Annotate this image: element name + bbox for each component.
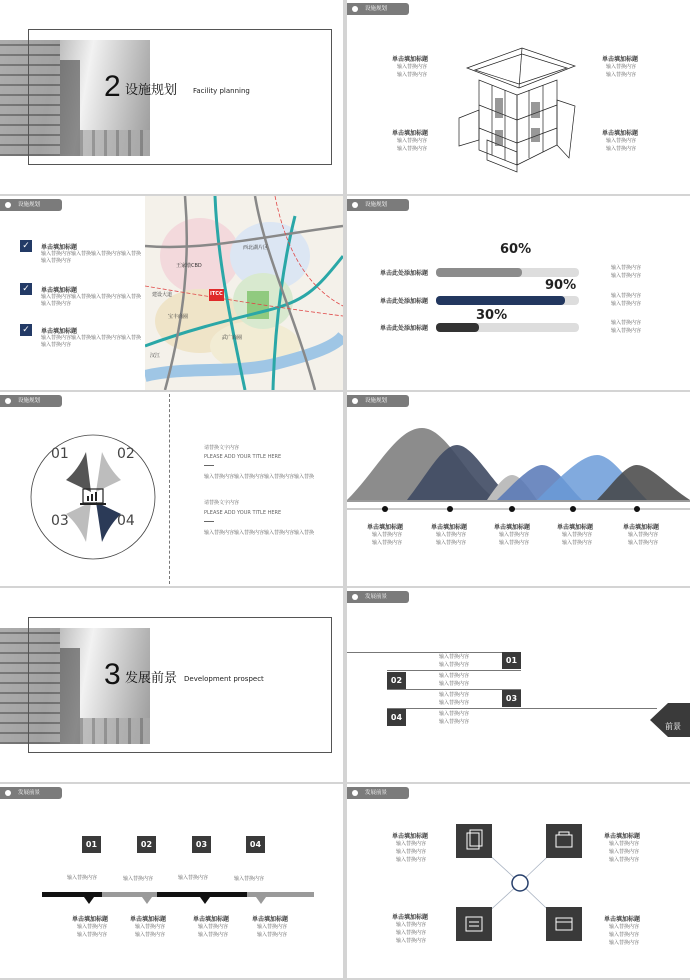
stair-num-1: 01	[502, 652, 521, 669]
stair-num-2: 02	[387, 672, 406, 689]
house-item-1-title: 单击填加标题	[392, 56, 429, 63]
checklist-map-slide[interactable]: 设施规划 ✓ 单击填加标题 输入替换内容输入替换输入替换内容输入替换输入替换内容 ✓ 单击填加标题 输入替换内容输入替换输入替换内容输入替换输入替换内容 ✓ 单击填加标题 输入替换内容输入替换输入替换内容输入替换输入替换内容 王家墩CBD 西北湖片区 ITCC 宝丰商圈 武广商圈 建设大道 汉江	[0, 196, 343, 390]
mountain-item-2-title: 单击填加标题	[431, 524, 468, 531]
slide-tag: 设施规划	[0, 199, 62, 211]
section-subtitle: Facility planning	[193, 87, 250, 95]
mountain-item-4-title: 单击填加标题	[557, 524, 594, 531]
step-bar	[42, 892, 314, 906]
step-num-1: 01	[82, 836, 101, 853]
stair-num-3: 03	[502, 690, 521, 707]
map-label-river: 汉江	[150, 353, 161, 359]
slide-tag: 设施规划	[347, 199, 409, 211]
hub-item-3-title: 单击填加标题	[392, 914, 429, 921]
stair-num-4: 04	[387, 709, 406, 726]
section-slide-prospect[interactable]	[0, 588, 343, 782]
house-item-4-title: 单击填加标题	[602, 130, 639, 137]
cycle-num-1: 01	[51, 446, 69, 462]
slide-tag: 发展前景	[0, 787, 62, 799]
progress-3-label: 单击此处添加标题	[380, 325, 429, 332]
step-item-2-title: 单击填加标题	[130, 916, 167, 923]
hub-diagram	[452, 819, 587, 949]
progress-2-label: 单击此处添加标题	[380, 298, 429, 305]
mountain-chart	[347, 420, 690, 515]
step-num-3: 03	[192, 836, 211, 853]
progress-bar-2	[436, 296, 579, 305]
slide-tag: 设施规划	[347, 3, 409, 15]
check-icon: ✓	[20, 240, 32, 252]
arrow-shape	[650, 703, 690, 737]
steps-slide[interactable]: 发展前景 01 02 03 04 输入替换内容 输入替换内容 输入替换内容 输入替换内容 单击填加标题 输入替换内容 输入替换内容 单击填加标题 输入替换内容 输入替换内容 单击填加标题 输入替换内容 输入替换内容 单击填加标题 输入替换内容 输入替换内容	[0, 784, 343, 978]
mountain-slide[interactable]: 设施规划 单击填加标题 输入替换内容 输入替换内容 单击填加标题 输入替换内容 输入替换内容 单击填加标题 输入替换内容 输入替换内容 单击填加标题 输入替换内容 输入替换内容 单击填加标题 输入替换内容 输入替换内容	[347, 392, 690, 586]
cycle-diagram	[28, 432, 158, 562]
progress-bar-1	[436, 268, 579, 277]
mountain-item-1-title: 单击填加标题	[367, 524, 404, 531]
progress-2-percent: 90%	[545, 278, 577, 293]
progress-bar-3	[436, 323, 579, 332]
progress-3-percent: 30%	[476, 308, 508, 323]
slide-tag: 发展前景	[347, 787, 409, 799]
cycle-slide[interactable]: 设施规划 01 02 03 04 请替换文字内容 PLEASE ADD YOUR TITLE HERE 输入替换内容输入替换内容输入替换内容输入替换 请替换文字内容 PLEASE ADD YOUR TITLE HERE 输入替换内容输入替换内容输入替换内容输入替换	[0, 392, 343, 586]
step-item-4-title: 单击填加标题	[252, 916, 289, 923]
slide-tag: 设施规划	[0, 395, 62, 407]
progress-fill-2	[436, 296, 565, 305]
hub-item-4-title: 单击填加标题	[604, 916, 641, 923]
check-icon: ✓	[20, 324, 32, 336]
map-label-hq: 武广商圈	[222, 335, 243, 341]
check-item-3-title: 单击填加标题	[41, 328, 78, 335]
section-number: 3	[104, 658, 121, 691]
house-wireframe-icon	[457, 40, 582, 180]
cycle-num-3: 03	[51, 513, 69, 529]
house-item-3-title: 单击填加标题	[392, 130, 429, 137]
stair-timeline-slide[interactable]: 发展前景 01 02 03 04 输入替换内容 输入替换内容 输入替换内容 输入替换内容 输入替换内容 输入替换内容 输入替换内容 输入替换内容 前景	[347, 588, 690, 782]
map-label-west: 西北湖片区	[243, 245, 269, 251]
hub-slide[interactable]: 发展前景 单击填加标题 输入替换内容 输入替换内容 输入替换内容 单击填加标题 输入替换内容 输入替换内容 输入替换内容 单击填加标题 输入替换内容 输入替换内容 输入替换内容 单击填加标题 输入替换内容 输入替换内容 输入替换内容	[347, 784, 690, 978]
section-title: 发展前景	[125, 671, 178, 686]
slide-tag: 设施规划	[347, 395, 409, 407]
check-icon: ✓	[20, 283, 32, 295]
mountain-item-5-title: 单击填加标题	[623, 524, 660, 531]
check-item-1-title: 单击填加标题	[41, 244, 78, 251]
progress-1-label: 单击此处添加标题	[380, 270, 429, 277]
slide-tag: 发展前景	[347, 591, 409, 603]
cycle-num-4: 04	[117, 513, 135, 529]
progress-fill-1	[436, 268, 522, 277]
map-label-cbd: 王家墩CBD	[176, 263, 202, 269]
map-label-itcc: ITCC	[210, 291, 223, 297]
progress-1-percent: 60%	[500, 242, 532, 257]
step-item-1-title: 单击填加标题	[72, 916, 109, 923]
dashed-divider	[169, 394, 170, 584]
mountain-dots	[347, 504, 690, 514]
mountain-item-3-title: 单击填加标题	[494, 524, 531, 531]
city-map	[145, 196, 343, 390]
section-subtitle: Development prospect	[184, 675, 264, 683]
progress-fill-3	[436, 323, 479, 332]
step-item-3-title: 单击填加标题	[193, 916, 230, 923]
house-item-2-title: 单击填加标题	[602, 56, 639, 63]
arrow-label: 前景	[665, 722, 681, 731]
hub-item-2-title: 单击填加标题	[604, 833, 641, 840]
hub-item-1-title: 单击填加标题	[392, 833, 429, 840]
section-slide-facility[interactable]	[0, 0, 343, 194]
section-title: 设施规划	[125, 83, 178, 98]
step-num-4: 04	[246, 836, 265, 853]
title-frame	[28, 617, 332, 753]
step-num-2: 02	[137, 836, 156, 853]
slide-grid: 2 设施规划 Facility planning 设施规划 单击填加标题 输入替换内容 输入替换内容 单击填加标题 输入替换内容 输入替换内容 单击填加标题 输入替换内容 输入替换内容 单击填加标题 输入替换内容 输入替换内容 设施规划 ✓ 单击填加标题 输入替换内容输入替换输入替换内容输入替换输入替换内容 ✓ 单击填加标题 输入替换内容输入替换输入替换内容输入替换输入替换内容 ✓ 单击填加标题 输入替换内容输入替换输入替换内容输入替换输入替换内容 王家墩CBD 西北湖片区 ITCC 宝丰商圈 武广商圈 建设大道 汉江 设施规划 60% 单击此处添加标题 输入替换内容 输入替换内容 90% 单击此处添加标题 输入替换内容 输入替换内容 30% 单击此处添加标题 输入替换内容 输入替换内容 设施规划 01 02 03 04 请替换文字内容 PLEASE ADD YOUR TITLE HERE 输入替换内容输入替换内容输入替换内容输入替换 请替换文字内容 PLEASE ADD YOUR TITLE HERE 输入替换内容输入替换内容输入替换内容输入替换 设施规划 单击填加标题 输入替换内容 输入替换内容 单击填加标题 输入替换内容 输入替换内容 单击填加标题 输入替换内容 输入替换内容 单击填加标题 输入替换内容 输入替换内容 单击填加标题 输入替换内容 输入替换内容 3 发展前景 Development prospect 发展前景 01 02 03 04 输入替换内容 输入替换内容 输入替换内容 输入替换内容 输入替换内容 输入替换内容 输入替换内容 输入替换内容 前景 发展前景 01 02 03 04 输入替换内容 输入替换内容 输入替换内容 输入替换内容 单击填加标题 输入替换内容 输入替换内容 单击填加标题 输入替换内容 输入替换内容 单击填加标题 输入替换内容 输入替换内容 单击填加标题 输入替换内容 输入替换内容 发展前景 单击填加标题 输入替换内容 输入替换内容 输入替换内容 单击填加标题 输入替换内容 输入替换内容 输入替换内容 单击填加标题 输入替换内容 输入替换内容 输入替换内容 单击填加标题 输入替换内容 输入替换内容 输入替换内容	[0, 0, 690, 980]
section-number: 2	[104, 70, 121, 103]
title-frame	[28, 29, 332, 165]
map-label-road: 建设大道	[152, 292, 173, 298]
map-label-south: 宝丰商圈	[168, 314, 189, 320]
house-slide[interactable]: 设施规划 单击填加标题 输入替换内容 输入替换内容 单击填加标题 输入替换内容 输入替换内容 单击填加标题 输入替换内容 输入替换内容 单击填加标题 输入替换内容 输入替换内容	[347, 0, 690, 194]
check-item-2-title: 单击填加标题	[41, 287, 78, 294]
cycle-num-2: 02	[117, 446, 135, 462]
